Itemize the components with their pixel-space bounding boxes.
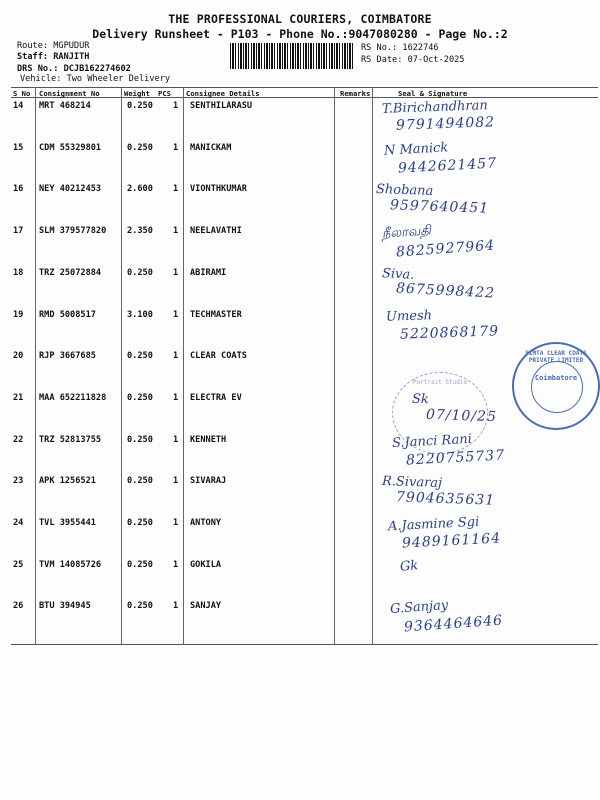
row-weight: 2.350 — [127, 226, 153, 237]
table-row — [0, 265, 600, 288]
row-weight: 0.250 — [127, 434, 153, 445]
drs-label: DRS No.: DCJB162274602 — [17, 64, 131, 74]
table-row — [0, 184, 600, 204]
signature-phone: 9442621457 — [397, 155, 498, 177]
row-sno: 22 — [13, 434, 24, 445]
signature-name: A.Jasmine Sgi — [387, 514, 480, 535]
col-header-seal: Seal & Signature — [398, 89, 468, 98]
row-sno: 24 — [13, 518, 24, 528]
row-consignment: SLM 379577820 — [39, 226, 107, 237]
table-top-line — [11, 87, 598, 88]
row-sno: 20 — [13, 351, 24, 362]
signature-name: Sk — [411, 391, 430, 408]
table-row — [0, 518, 600, 538]
row-consignment: TVM 14085726 — [39, 559, 102, 570]
table-bottom-line — [11, 644, 598, 645]
signature-name: G.Sanjay — [389, 598, 449, 618]
row-pcs: 1 — [173, 142, 179, 153]
row-consignee: SANJAY — [190, 601, 222, 612]
row-pcs: 1 — [173, 351, 179, 362]
seal-ring-text: SIMTA CLEAR COATS PRIVATE LIMITED — [525, 350, 587, 364]
row-weight: 0.250 — [127, 142, 153, 153]
header-right — [361, 42, 464, 66]
table-row — [0, 143, 600, 163]
row-consignment: CDM 55329801 — [39, 142, 102, 153]
signature-name: S.Janci Rani — [391, 431, 473, 451]
row-consignment: APK 1256521 — [39, 476, 96, 487]
staff-label: Staff: RANJITH — [17, 52, 90, 62]
row-pcs: 1 — [173, 267, 179, 278]
signature-name: நீலாவதி — [381, 223, 432, 242]
rs-date: RS Date: 07-Oct-2025 — [361, 55, 465, 65]
row-sno: 23 — [13, 476, 24, 487]
signature-phone: 7904635631 — [395, 489, 496, 510]
signature-name: R.Sivaraj — [381, 474, 443, 492]
row-pcs: 1 — [173, 101, 179, 111]
row-consignment: NEY 40212453 — [39, 184, 102, 195]
table-row — [0, 226, 600, 246]
row-consignee: GOKILA — [190, 559, 222, 570]
table-row — [0, 307, 600, 330]
signature-phone: 9364464646 — [403, 612, 504, 636]
row-sno: 18 — [13, 267, 24, 278]
row-pcs: 1 — [173, 559, 179, 570]
company-title: THE PROFESSIONAL COURIERS, COIMBATORE — [168, 12, 432, 26]
row-pcs: 1 — [173, 226, 179, 237]
row-weight: 2.600 — [127, 184, 153, 195]
row-consignee: CLEAR COATS — [190, 351, 247, 362]
row-sno: 15 — [13, 142, 24, 153]
table-row — [0, 351, 600, 371]
table-row — [0, 601, 600, 621]
row-sno: 19 — [13, 309, 24, 320]
signature-phone: 5220868179 — [399, 322, 500, 343]
row-weight: 0.250 — [127, 351, 153, 362]
row-weight: 3.100 — [127, 309, 153, 320]
row-consignee: TECHMASTER — [190, 309, 242, 320]
signature-name: Umesh — [385, 307, 433, 325]
col-header-consignment: Consignment No — [39, 89, 100, 98]
signature-name: Siva. — [381, 265, 415, 283]
rs-number: RS No.: 1622746 — [361, 43, 439, 53]
row-consignee: ELECTRA EV — [190, 392, 242, 403]
row-consignment: TRZ 52813755 — [39, 434, 102, 445]
row-consignment: RJP 3667685 — [39, 351, 96, 362]
row-consignment: TVL 3955441 — [39, 518, 96, 528]
row-consignee: VIONTHKUMAR — [190, 184, 247, 195]
row-pcs: 1 — [173, 476, 179, 487]
seal-center-text: Coimbatore — [534, 374, 578, 382]
table-row — [0, 393, 600, 413]
row-consignee: MANICKAM — [190, 142, 232, 153]
row-pcs: 1 — [173, 392, 179, 403]
row-pcs: 1 — [173, 434, 179, 445]
row-sno: 16 — [13, 184, 24, 195]
row-pcs: 1 — [173, 518, 179, 528]
row-consignee: SIVARAJ — [190, 476, 227, 487]
signature-phone: 9597640451 — [389, 197, 490, 218]
vehicle-label: Vehicle: Two Wheeler Delivery — [20, 74, 171, 84]
row-weight: 0.250 — [127, 392, 153, 403]
barcode — [230, 43, 355, 69]
row-weight: 0.250 — [127, 559, 153, 570]
row-consignee: ABIRAMI — [190, 267, 227, 278]
col-header-weight: Weight — [124, 89, 150, 98]
row-consignment: BTU 394945 — [39, 601, 91, 612]
row-consignment: TRZ 25072884 — [39, 267, 102, 278]
table-row — [0, 476, 600, 496]
signature-name: Gk — [399, 557, 419, 575]
signature-phone: 9489161164 — [401, 530, 502, 552]
table-row — [0, 557, 600, 580]
header-left-3 — [20, 74, 170, 85]
row-consignee: NEELAVATHI — [190, 226, 242, 237]
row-weight: 0.250 — [127, 601, 153, 612]
row-consignee: ANTONY — [190, 518, 222, 528]
row-pcs: 1 — [173, 184, 179, 195]
signature-name: T.Birichandhran — [381, 98, 489, 117]
col-header-sno: S No — [13, 89, 31, 98]
row-pcs: 1 — [173, 601, 179, 612]
table-row — [0, 435, 600, 455]
signature-name: N Manick — [383, 140, 449, 159]
row-weight: 0.250 — [127, 267, 153, 278]
runsheet-subtitle: Delivery Runsheet - P103 - Phone No.:9047080280 - Page No.:2 — [92, 27, 508, 41]
signature-phone: 9791494082 — [395, 114, 496, 134]
table-row — [0, 101, 600, 121]
row-weight: 0.250 — [127, 101, 153, 111]
signature-phone: 8825927964 — [395, 237, 496, 261]
row-weight: 0.250 — [127, 476, 153, 487]
studio-seal-text: Portrait Studio — [412, 379, 468, 386]
route-label: Route: MGPUDUR — [17, 41, 90, 51]
row-consignment: MAA 652211828 — [39, 392, 107, 403]
row-sno: 26 — [13, 601, 24, 612]
col-header-remarks: Remarks — [340, 89, 371, 98]
signature-name: Shobana — [375, 182, 434, 200]
row-consignment: RMD 5008517 — [39, 309, 96, 320]
row-sno: 17 — [13, 226, 24, 237]
row-sno: 14 — [13, 101, 24, 111]
col-header-pcs: PCS — [158, 89, 171, 98]
row-consignment: MRT 468214 — [39, 101, 91, 111]
col-header-consignee: Consignee Details — [186, 89, 260, 98]
row-consignee: KENNETH — [190, 434, 227, 445]
row-pcs: 1 — [173, 309, 179, 320]
row-consignee: SENTHILARASU — [190, 101, 253, 111]
signature-phone: 8675998422 — [395, 280, 496, 302]
signature-phone: 8220755737 — [405, 447, 506, 469]
signature-phone: 07/10/25 — [425, 406, 498, 426]
row-sno: 25 — [13, 559, 24, 570]
row-sno: 21 — [13, 392, 24, 403]
header-left — [17, 41, 89, 63]
row-weight: 0.250 — [127, 518, 153, 528]
